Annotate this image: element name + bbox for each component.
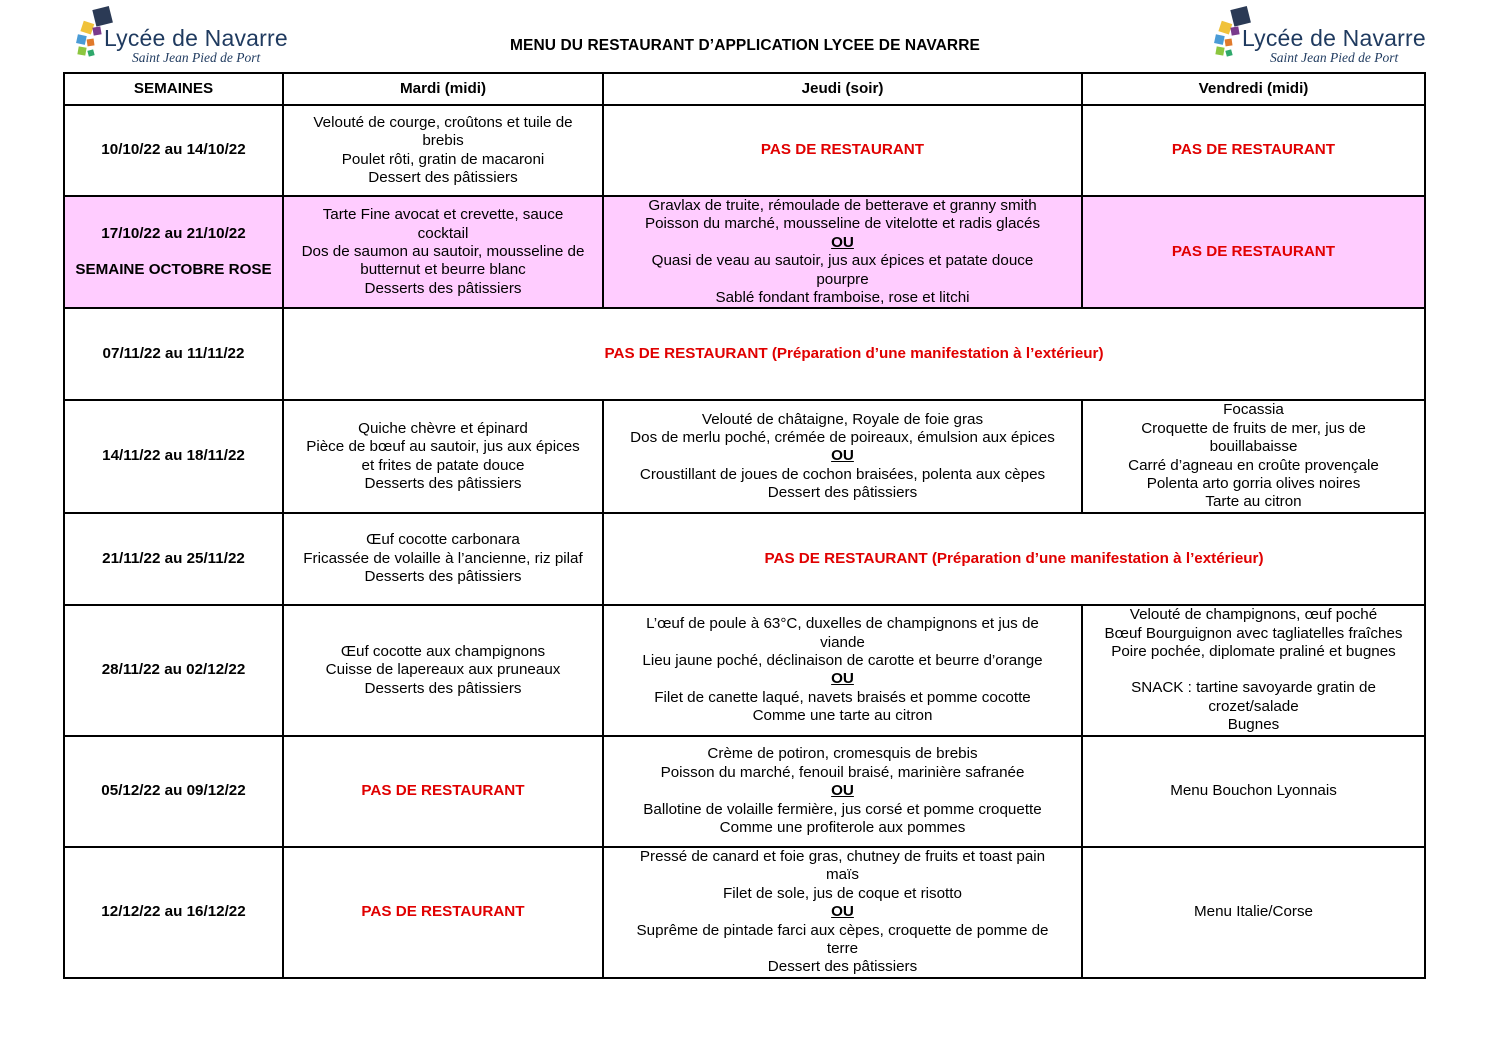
table-row <box>64 513 1425 605</box>
thursday-menu: Crème de potiron, cromesquis de brebis Poisson du marché, fenouil braisé, marinière safranée OU Ballotine de volaille fermière, jus corsé et pomme croquette Comme une profiterole aux pommes <box>603 736 1082 847</box>
menu-table <box>63 72 1426 979</box>
week-label: 17/10/22 au 21/10/22 SEMAINE OCTOBRE ROSE <box>64 196 283 308</box>
or-separator: OU <box>831 903 854 921</box>
header-thursday: Jeudi (soir) <box>603 73 1082 105</box>
thursday-menu: Pressé de canard et foie gras, chutney de fruits et toast pain maïs Filet de sole, jus de coque et risotto OU Suprême de pintade farci aux cèpes, croquette de pomme de terre Dessert des pâtissiers <box>603 847 1082 978</box>
logo-tagline: Saint Jean Pied de Port <box>132 50 261 65</box>
week-label: 10/10/22 au 14/10/22 <box>64 105 283 196</box>
table-row <box>64 196 1425 308</box>
logo-name: Lycée de Navarre <box>104 25 288 51</box>
or-separator: OU <box>831 447 854 465</box>
thursday-menu: Gravlax de truite, rémoulade de betterave et granny smith Poisson du marché, mousseline de vitelotte et radis glacés OU Quasi de veau au sautoir, jus aux épices et patate douce pourpre Sablé fondant framboise, rose et litchi <box>603 196 1082 308</box>
tuesday-closed: PAS DE RESTAURANT <box>283 736 603 847</box>
thursday-menu: Velouté de châtaigne, Royale de foie gras Dos de merlu poché, crémée de poireaux, émulsion aux épices OU Croustillant de joues de cochon braisées, polenta aux cèpes Dessert des pâtissiers <box>603 400 1082 512</box>
week-label: 28/11/22 au 02/12/22 <box>64 605 283 736</box>
table-row <box>64 847 1425 978</box>
thursday-closed: PAS DE RESTAURANT <box>603 105 1082 196</box>
table-row <box>64 308 1425 400</box>
friday-menu: Menu Italie/Corse <box>1082 847 1425 978</box>
tuesday-menu: Velouté de courge, croûtons et tuile de brebis Poulet rôti, gratin de macaroni Dessert des pâtissiers <box>283 105 603 196</box>
table-row <box>64 605 1425 736</box>
document-title: MENU DU RESTAURANT D’APPLICATION LYCEE DE NAVARRE <box>510 37 980 54</box>
or-separator: OU <box>831 670 854 688</box>
friday-closed: PAS DE RESTAURANT <box>1082 105 1425 196</box>
friday-menu: Velouté de champignons, œuf poché Bœuf Bourguignon avec tagliatelles fraîches Poire pochée, diplomate praliné et bugnes SNACK : tartine savoyarde gratin de crozet/salade Bugnes <box>1082 605 1425 736</box>
thursday-menu: L’œuf de poule à 63°C, duxelles de champignons et jus de viande Lieu jaune poché, déclinaison de carotte et beurre d’orange OU Filet de canette laqué, navets braisés et pomme cocotte Comme une tarte au citron <box>603 605 1082 736</box>
friday-menu: Focassia Croquette de fruits de mer, jus de bouillabaisse Carré d’agneau en croûte provençale Polenta arto gorria olives noires Tarte au citron <box>1082 400 1425 512</box>
table-row <box>64 105 1425 196</box>
week-label: 05/12/22 au 09/12/22 <box>64 736 283 847</box>
friday-menu: Menu Bouchon Lyonnais <box>1082 736 1425 847</box>
friday-closed: PAS DE RESTAURANT <box>1082 196 1425 308</box>
week-label: 14/11/22 au 18/11/22 <box>64 400 283 512</box>
week-label: 07/11/22 au 11/11/22 <box>64 308 283 400</box>
header-tuesday: Mardi (midi) <box>283 73 603 105</box>
logo-name: Lycée de Navarre <box>1242 25 1426 51</box>
header-weeks: SEMAINES <box>64 73 283 105</box>
tuesday-closed: PAS DE RESTAURANT <box>283 847 603 978</box>
tuesday-menu: Œuf cocotte carbonara Fricassée de volaille à l’ancienne, riz pilaf Desserts des pâtissiers <box>283 513 603 605</box>
or-separator: OU <box>831 233 854 251</box>
week-label: 21/11/22 au 25/11/22 <box>64 513 283 605</box>
or-separator: OU <box>831 782 854 800</box>
week-label: 12/12/22 au 16/12/22 <box>64 847 283 978</box>
closed-event-notice: PAS DE RESTAURANT (Préparation d’une manifestation à l’extérieur) <box>603 513 1425 605</box>
tuesday-menu: Quiche chèvre et épinard Pièce de bœuf au sautoir, jus aux épices et frites de patate douce Desserts des pâtissiers <box>283 400 603 512</box>
tuesday-menu: Tarte Fine avocat et crevette, sauce cocktail Dos de saumon au sautoir, mousseline de butternut et beurre blanc Desserts des pâtissiers <box>283 196 603 308</box>
header-friday: Vendredi (midi) <box>1082 73 1425 105</box>
table-row <box>64 736 1425 847</box>
closed-event-notice: PAS DE RESTAURANT (Préparation d’une manifestation à l’extérieur) <box>283 308 1425 400</box>
logo-tagline: Saint Jean Pied de Port <box>1270 50 1399 65</box>
tuesday-menu: Œuf cocotte aux champignons Cuisse de lapereaux aux pruneaux Desserts des pâtissiers <box>283 605 603 736</box>
table-row <box>64 400 1425 512</box>
week-note: SEMAINE OCTOBRE ROSE <box>75 261 272 279</box>
header-row <box>64 73 1425 105</box>
